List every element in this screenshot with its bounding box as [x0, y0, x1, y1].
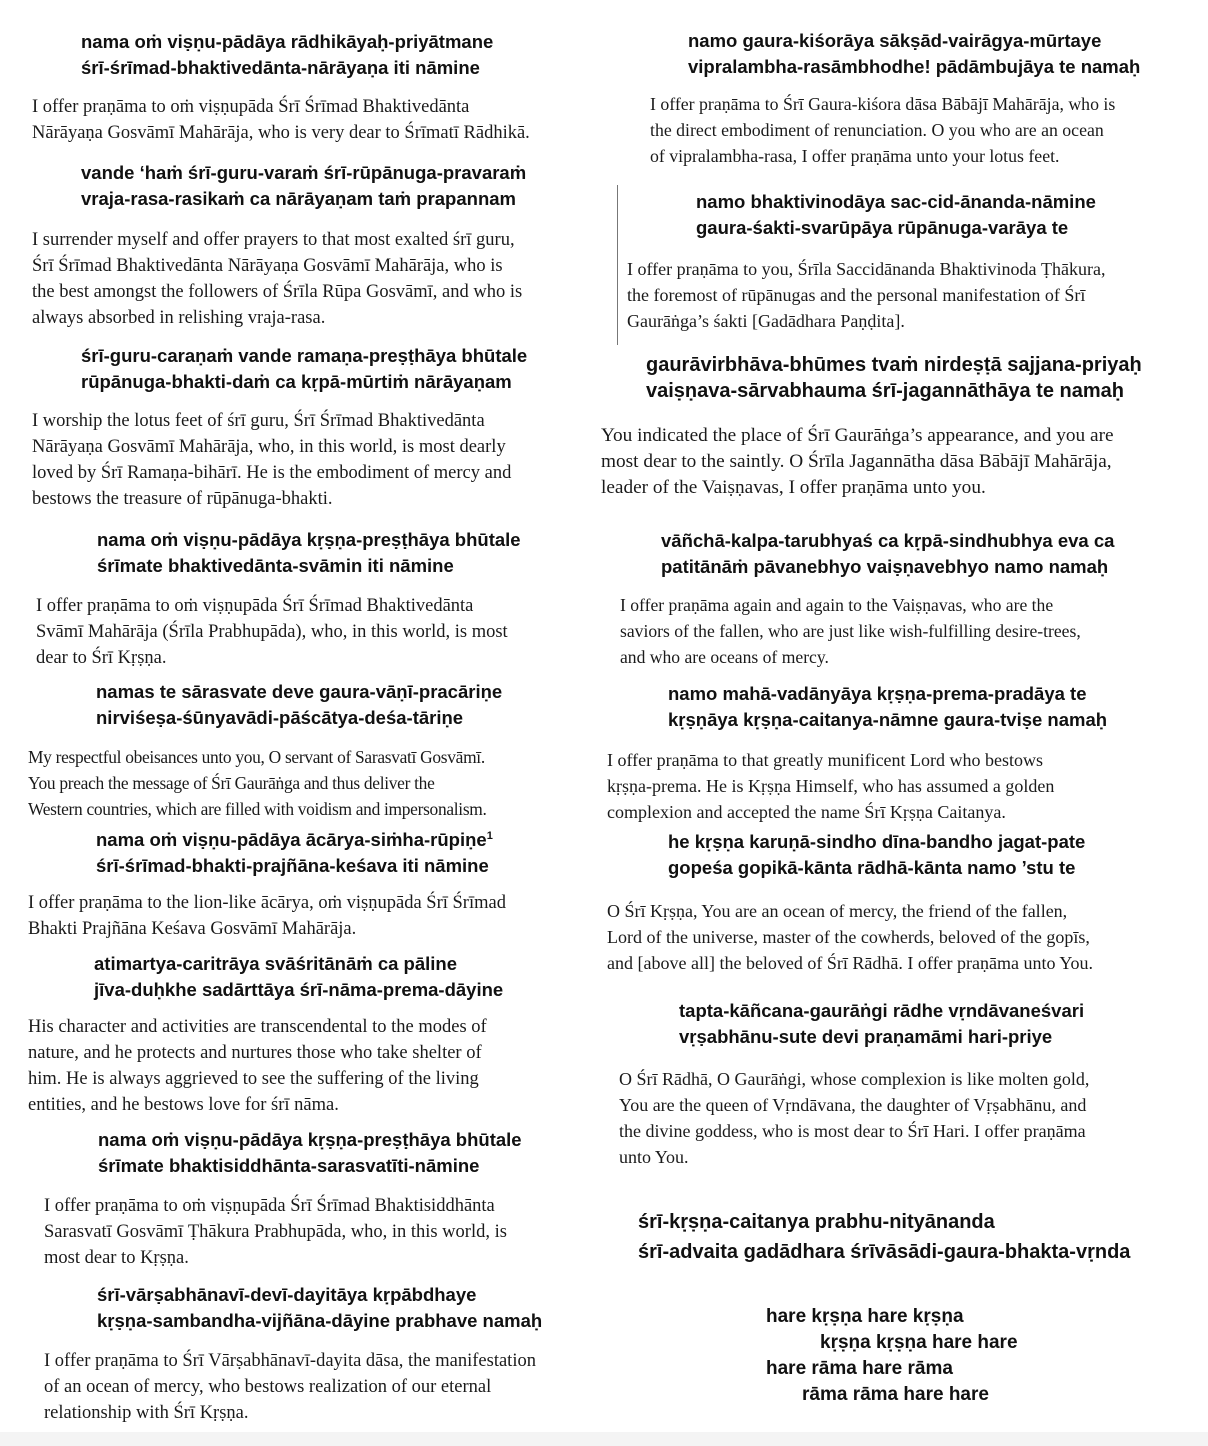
- translation: I offer praṇāma to Śrī Vārṣabhānavī-dayita dāsa, the manifestation of an ocean of mercy, who bestows realization of our eternal relationship with Śrī Kṛṣṇa.: [44, 1351, 536, 1423]
- sanskrit-verse: vāñchā-kalpa-tarubhyaś ca kṛpā-sindhubhya eva ca patitānāṁ pāvanebhyo vaiṣṇavebhyo namo namaḥ: [661, 530, 1115, 577]
- sanskrit-verse: vande ‘haṁ śrī-guru-varaṁ śrī-rūpānuga-pravaraṁ vraja-rasa-rasikaṁ ca nārāyaṇam taṁ prapannam: [81, 162, 527, 209]
- verse-block: [97, 1282, 542, 1334]
- sanskrit-verse: śrī-guru-caraṇaṁ vande ramaṇa-preṣṭhāya bhūtale rūpānuga-bhakti-daṁ ca kṛpā-mūrtiṁ nārāyaṇam: [81, 345, 528, 392]
- verse-block: [638, 1207, 1130, 1267]
- verse-block: [97, 527, 521, 579]
- sanskrit-verse: hare kṛṣṇa hare kṛṣṇa kṛṣṇa kṛṣṇa hare hare hare rāma hare rāma rāma rāma hare hare: [766, 1306, 1018, 1405]
- sanskrit-verse: he kṛṣṇa karuṇā-sindho dīna-bandho jagat-pate gopeśa gopikā-kānta rādhā-kānta namo ’stu te: [668, 831, 1086, 878]
- translation: My respectful obeisances unto you, O servant of Sarasvatī Gosvāmī. You preach the message of Śrī Gaurāṅga and thus deliver the Western countries, which are filled with voidism and impersonalism.: [28, 747, 487, 819]
- translation: I offer praṇāma again and again to the Vaiṣṇavas, who are the saviors of the fallen, who are just like wish-fulfilling desire-trees, and who are oceans of mercy.: [620, 595, 1081, 667]
- translation: His character and activities are transcendental to the modes of nature, and he protects and nurtures those who take shelter of him. He is always aggrieved to see the suffering of the living entities, and he bestows love for śrī nāma.: [28, 1017, 487, 1115]
- maha-mantra: [766, 1304, 1018, 1408]
- translation: O Śrī Rādhā, O Gaurāṅgi, whose complexion is like molten gold, You are the queen of Vṛndāvana, the daughter of Vṛṣabhānu, and the divine goddess, who is most dear to Śrī Hari. I offer praṇāma unto You.: [619, 1069, 1090, 1167]
- verse-block: [668, 681, 1107, 733]
- verse-block: [81, 343, 527, 395]
- sanskrit-verse: śrī-vārṣabhānavī-devī-dayitāya kṛpābdhaye kṛṣṇa-sambandha-vijñāna-dāyine prabhave namaḥ: [97, 1284, 543, 1331]
- verse-block: [98, 1127, 522, 1179]
- translation: I offer praṇāma to oṁ viṣṇupāda Śrī Śrīmad Bhaktisiddhānta Sarasvatī Gosvāmī Ṭhākura Prabhupāda, who, in this world, is most dear to Kṛṣṇa.: [44, 1196, 507, 1268]
- verse-block: [696, 189, 1096, 241]
- sanskrit-verse: nama oṁ viṣṇu-pādāya ācārya-siṁha-rūpiṇe$^1$ śrī-śrīmad-bhakti-prajñāna-keśava iti nāmine: [96, 829, 493, 876]
- verse-block: [668, 829, 1085, 881]
- sanskrit-verse: atimartya-caritrāya svāśritānāṁ ca pāline jīva-duḥkhe sadārttāya śrī-nāma-prema-dāyine: [94, 953, 504, 1000]
- translation: You indicated the place of Śrī Gaurāṅga’s appearance, and you are most dear to the saintly. O Śrīla Jagannātha dāsa Bābājī Mahārāja, leader of the Vaiṣṇavas, I offer praṇāma unto you.: [601, 425, 1114, 498]
- footnote-marker: 1: [486, 829, 493, 842]
- verse-block: [94, 951, 503, 1003]
- sanskrit-verse: tapta-kāñcana-gaurāṅgi rādhe vṛndāvaneśvari vṛṣabhānu-sute devi praṇamāmi hari-priye: [679, 1000, 1085, 1047]
- verse-block: [679, 998, 1084, 1050]
- translation: I offer praṇāma to oṁ viṣṇupāda Śrī Śrīmad Bhaktivedānta Nārāyaṇa Gosvāmī Mahārāja, who is very dear to Śrīmatī Rādhikā.: [32, 97, 530, 143]
- sanskrit-verse: gaurāvirbhāva-bhūmes tvaṁ nirdeṣṭā sajjana-priyaḥ vaiṣṇava-sārvabhauma śrī-jagannāthāya te namaḥ: [646, 354, 1142, 402]
- verse-block: [96, 827, 493, 879]
- translation: O Śrī Kṛṣṇa, You are an ocean of mercy, the friend of the fallen, Lord of the universe, master of the cowherds, beloved of the gopīs, and [above all] the beloved of Śrī Rādhā. I offer praṇāma unto You.: [607, 901, 1094, 973]
- sanskrit-verse: namo mahā-vadānyāya kṛṣṇa-prema-pradāya te kṛṣṇāya kṛṣṇa-caitanya-nāmne gaura-tviṣe namaḥ: [668, 683, 1108, 730]
- sanskrit-verse: śrī-kṛṣṇa-caitanya prabhu-nityānanda śrī-advaita gadādhara śrīvāsādi-gaura-bhakta-vṛnda: [638, 1211, 1131, 1263]
- column-divider: [617, 185, 618, 345]
- translation: I offer praṇāma to you, Śrīla Saccidānanda Bhaktivinoda Ṭhākura, the foremost of rūpānugas and the personal manifestation of Śrī Gaurāṅga’s śakti [Gadādhara Paṇḍita].: [627, 259, 1106, 331]
- translation: I offer praṇāma to that greatly munificent Lord who bestows kṛṣṇa-prema. He is Kṛṣṇa Himself, who has assumed a golden complexion and accepted the name Śrī Kṛṣṇa Caitanya.: [607, 750, 1055, 822]
- sanskrit-verse: namo bhaktivinodāya sac-cid-ānanda-nāmine gaura-śakti-svarūpāya rūpānuga-varāya te: [696, 191, 1096, 238]
- translation: I offer praṇāma to Śrī Gaura-kiśora dāsa Bābājī Mahārāja, who is the direct embodiment of renunciation. O you who are an ocean of vipralambha-rasa, I offer praṇāma unto your lotus feet.: [650, 94, 1116, 166]
- verse-block: [81, 160, 526, 212]
- verse-block: [81, 29, 493, 81]
- sanskrit-verse: nama oṁ viṣṇu-pādāya rādhikāyaḥ-priyātmane śrī-śrīmad-bhaktivedānta-nārāyaṇa iti nāmine: [81, 31, 494, 78]
- sanskrit-verse: nama oṁ viṣṇu-pādāya kṛṣṇa-preṣṭhāya bhūtale śrīmate bhaktisiddhānta-sarasvatīti-nāmine: [98, 1129, 522, 1176]
- verse-block: [688, 28, 1140, 80]
- translation: I worship the lotus feet of śrī guru, Śrī Śrīmad Bhaktivedānta Nārāyaṇa Gosvāmī Mahārāja, who, in this world, is most dearly loved by Śrī Ramaṇa-bihārī. He is the embodiment of mercy and bestows the treasure of rūpānuga-bhakti.: [32, 411, 512, 509]
- translation: I offer praṇāma to oṁ viṣṇupāda Śrī Śrīmad Bhaktivedānta Svāmī Mahārāja (Śrīla Prabhupāda), who, in this world, is most dear to Śrī Kṛṣṇa.: [36, 596, 508, 668]
- page-bottom-edge: [0, 1432, 1208, 1446]
- verse-block: [661, 528, 1114, 580]
- translation: I surrender myself and offer prayers to that most exalted śrī guru, Śrī Śrīmad Bhaktivedānta Nārāyaṇa Gosvāmī Mahārāja, who is the best amongst the followers of Śrīla Rūpa Gosvāmī, and who is always absorbed in relishing vraja-rasa.: [32, 230, 523, 328]
- sanskrit-verse: namas te sārasvate deve gaura-vāṇī-pracāriṇe nirviśeṣa-śūnyavādi-pāścātya-deśa-tāriṇe: [96, 681, 503, 728]
- sanskrit-verse: nama oṁ viṣṇu-pādāya kṛṣṇa-preṣṭhāya bhūtale śrīmate bhaktivedānta-svāmin iti nāmine: [97, 529, 521, 576]
- sanskrit-verse: namo gaura-kiśorāya sākṣād-vairāgya-mūrtaye vipralambha-rasāmbhodhe! pādāmbujāya te namaḥ: [688, 30, 1141, 77]
- verse-block: [96, 679, 502, 731]
- verse-block: [646, 352, 1142, 404]
- translation: I offer praṇāma to the lion-like ācārya, oṁ viṣṇupāda Śrī Śrīmad Bhakti Prajñāna Keśava Gosvāmī Mahārāja.: [28, 893, 506, 939]
